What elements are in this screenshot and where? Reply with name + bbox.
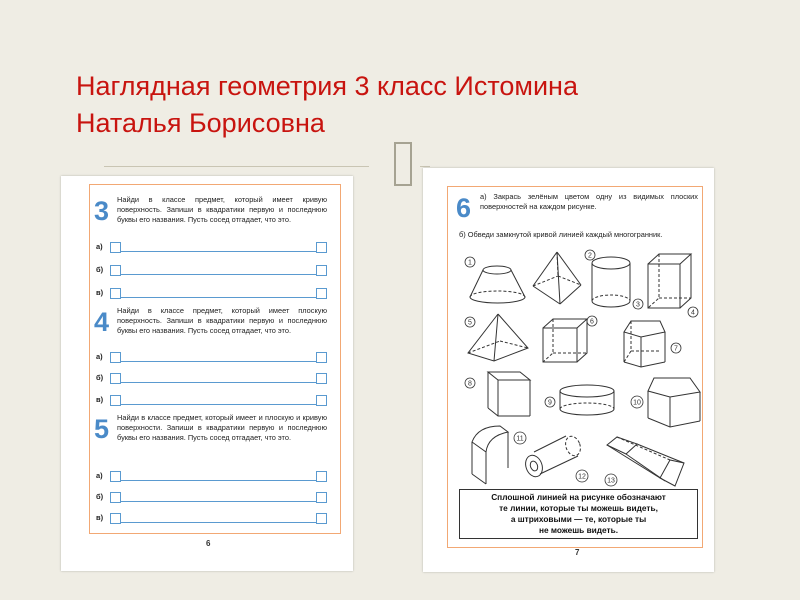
answer-line[interactable] [121, 404, 316, 405]
answer-row [96, 492, 328, 504]
answer-row [96, 242, 328, 254]
answer-row [96, 352, 328, 364]
answer-box-first[interactable] [110, 373, 121, 384]
hint-line-3: а штриховыми — те, которые ты [510, 514, 647, 524]
answer-row [96, 288, 328, 300]
figure-number: 1 [468, 259, 472, 267]
answer-row [96, 395, 328, 407]
answer-label: а) [96, 352, 103, 361]
page-number: 7 [575, 548, 580, 557]
answer-box-first[interactable] [110, 492, 121, 503]
answer-label: б) [96, 492, 104, 501]
task-number-5: 5 [94, 414, 110, 444]
answer-line[interactable] [121, 382, 316, 383]
workbook-page-left [61, 176, 353, 571]
task-number-4: 4 [94, 307, 110, 337]
task-3-text: Найди в классе предмет, который имеет кривую поверхность. Запиши в квадратики первую и последнюю буквы его названия. Пусть сосед отгадает, что это. [117, 195, 327, 225]
answer-row [96, 471, 328, 483]
decorative-bracket [394, 142, 412, 186]
figure-number: 4 [691, 309, 695, 317]
answer-line[interactable] [121, 274, 316, 275]
task-4-text: Найди в классе предмет, который имеет плоскую поверхность. Запиши в квадратики первую и последнюю буквы его названия. Пусть сосед отгадает, что это. [117, 306, 327, 336]
answer-label: в) [96, 288, 104, 297]
answer-box-last[interactable] [316, 242, 327, 253]
slide-title-line-1: Наглядная геометрия 3 класс Истомина [76, 71, 578, 101]
answer-box-first[interactable] [110, 513, 121, 524]
answer-box-last[interactable] [316, 373, 327, 384]
figure-number: 7 [674, 345, 678, 353]
answer-row [96, 265, 328, 277]
answer-box-last[interactable] [316, 352, 327, 363]
task-5-text: Найди в классе предмет, который имеет и плоскую и кривую поверхности. Запиши в квадратики первую и последнюю буквы его названия. Пусть сосед отгадает, что это. [117, 413, 327, 443]
answer-line[interactable] [121, 251, 316, 252]
answer-box-last[interactable] [316, 492, 327, 503]
figure-number: 3 [636, 301, 640, 309]
task-number-3: 3 [94, 196, 110, 226]
answer-box-last[interactable] [316, 395, 327, 406]
answer-box-last[interactable] [316, 288, 327, 299]
answer-label: в) [96, 395, 104, 404]
figure-number: 6 [590, 318, 594, 326]
answer-box-first[interactable] [110, 288, 121, 299]
slide-title [76, 68, 756, 142]
hint-line-1: Сплошной линией на рисунке обозначают [491, 492, 666, 502]
answer-box-first[interactable] [110, 265, 121, 276]
task-6-part-a: а) Закрась зелёным цветом одну из видимых плоских поверхностей на каждом рисунке. [480, 192, 698, 212]
hint-line-2: те линии, которые ты можешь видеть, [499, 503, 658, 513]
figure-number: 2 [588, 252, 592, 260]
figure-number: 11 [516, 435, 524, 443]
decorative-line-right [420, 166, 430, 167]
answer-label: б) [96, 373, 104, 382]
figure-number: 5 [468, 319, 472, 327]
task-6-part-b: б) Обведи замкнутой кривой линией каждый многогранник. [459, 230, 663, 239]
answer-row [96, 513, 328, 525]
answer-box-last[interactable] [316, 471, 327, 482]
answer-row [96, 373, 328, 385]
hint-line-4: не можешь видеть. [538, 525, 619, 535]
answer-line[interactable] [121, 522, 316, 523]
answer-box-first[interactable] [110, 471, 121, 482]
figure-number: 13 [607, 477, 615, 485]
decorative-line-left [104, 166, 369, 167]
answer-box-first[interactable] [110, 242, 121, 253]
answer-box-first[interactable] [110, 395, 121, 406]
answer-box-last[interactable] [316, 513, 327, 524]
answer-line[interactable] [121, 501, 316, 502]
slide-title-line-2: Наталья Борисовна [76, 108, 325, 138]
answer-label: а) [96, 471, 103, 480]
answer-label: б) [96, 265, 104, 274]
figure-number: 12 [578, 473, 586, 481]
answer-line[interactable] [121, 480, 316, 481]
hint-box [459, 489, 698, 539]
answer-box-first[interactable] [110, 352, 121, 363]
answer-label: а) [96, 242, 103, 251]
figure-number: 9 [548, 399, 552, 407]
task-number-6: 6 [456, 193, 472, 223]
page-number: 6 [206, 539, 211, 548]
figure-number: 8 [468, 380, 472, 388]
answer-line[interactable] [121, 361, 316, 362]
answer-line[interactable] [121, 297, 316, 298]
figure-number: 10 [633, 399, 641, 407]
answer-box-last[interactable] [316, 265, 327, 276]
answer-label: в) [96, 513, 104, 522]
